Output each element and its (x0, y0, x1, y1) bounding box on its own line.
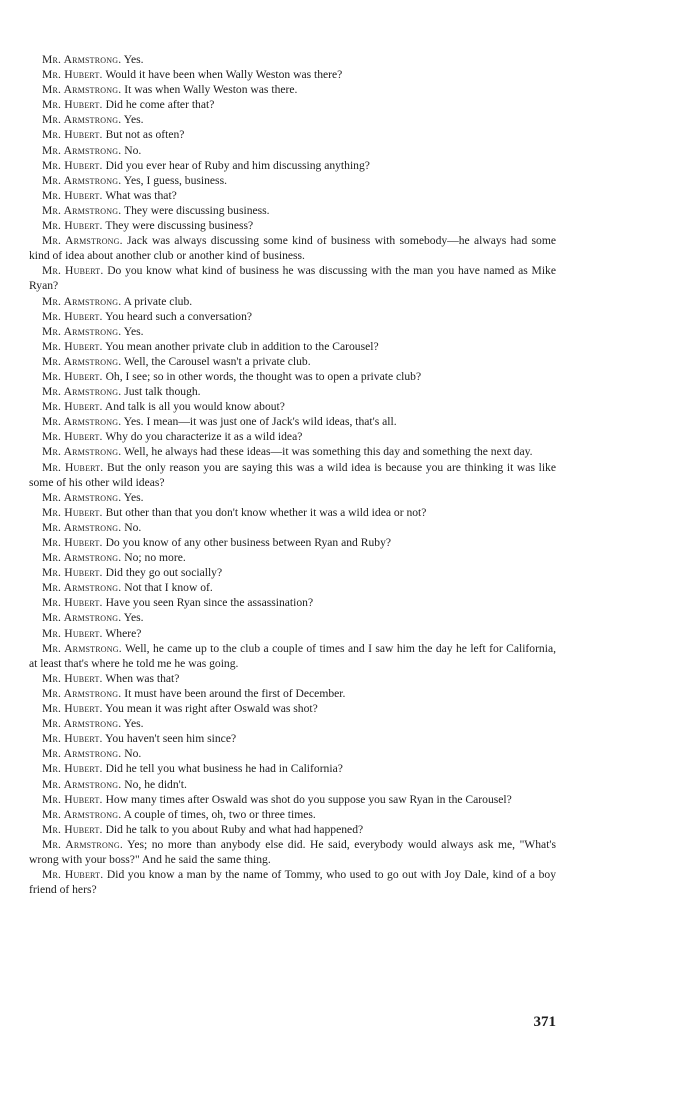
transcript-paragraph (29, 309, 556, 324)
utterance-text: But the only reason you are saying this was a wild idea is because you are thinking it was like some of his other wild ideas? (29, 460, 556, 489)
transcript-paragraph (29, 822, 556, 837)
transcript-paragraph (29, 414, 556, 429)
speaker-name: Mr. Armstrong. (42, 717, 122, 731)
transcript-paragraph (29, 143, 556, 158)
utterance-text: Well, the Carousel wasn't a private club. (124, 354, 311, 368)
speaker-name: Mr. Hubert. (42, 339, 103, 353)
speaker-name: Mr. Armstrong. (42, 520, 122, 534)
speaker-name: Mr. Armstrong. (42, 445, 122, 459)
utterance-text: No, he didn't. (124, 777, 187, 791)
transcript-paragraph (29, 746, 556, 761)
transcript-paragraph (29, 233, 556, 263)
utterance-text: Jack was always discussing some kind of business with somebody—he always had some kind of idea about another club or another kind of business. (29, 234, 557, 263)
speaker-name: Mr. Armstrong. (42, 83, 122, 97)
speaker-name: Mr. Hubert. (42, 430, 103, 444)
utterance-text: You mean it was right after Oswald was shot? (105, 702, 318, 716)
speaker-name: Mr. Armstrong. (42, 807, 122, 821)
speaker-name: Mr. Armstrong. (42, 415, 122, 429)
transcript-paragraph (29, 520, 556, 535)
page-number: 371 (533, 1014, 556, 1030)
speaker-name: Mr. Armstrong. (42, 173, 122, 187)
speaker-name: Mr. Armstrong. (42, 686, 122, 700)
transcript-paragraph (29, 354, 556, 369)
utterance-text: They were discussing business. (124, 203, 270, 217)
utterance-text: What was that? (105, 188, 177, 202)
speaker-name: Mr. Hubert. (42, 762, 103, 776)
transcript-body (29, 52, 556, 897)
utterance-text: You heard such a conversation? (105, 309, 253, 323)
transcript-paragraph (29, 399, 556, 414)
transcript-paragraph (29, 807, 556, 822)
utterance-text: Yes. I mean—it was just one of Jack's wild ideas, that's all. (123, 415, 397, 429)
transcript-paragraph (29, 777, 556, 792)
speaker-name: Mr. Hubert. (42, 188, 103, 202)
utterance-text: Did they go out socially? (105, 566, 223, 580)
transcript-paragraph (29, 837, 556, 867)
transcript-paragraph (29, 203, 556, 218)
speaker-name: Mr. Hubert. (42, 460, 104, 474)
speaker-name: Mr. Armstrong. (42, 324, 122, 338)
speaker-name: Mr. Armstrong. (42, 777, 122, 791)
transcript-paragraph (29, 188, 556, 203)
speaker-name: Mr. Hubert. (42, 264, 104, 278)
transcript-paragraph (29, 263, 556, 293)
speaker-name: Mr. Hubert. (42, 505, 103, 519)
transcript-paragraph (29, 610, 556, 625)
transcript-paragraph (29, 595, 556, 610)
speaker-name: Mr. Hubert. (42, 219, 103, 233)
utterance-text: Yes. (123, 324, 144, 338)
speaker-name: Mr. Hubert. (42, 566, 103, 580)
transcript-paragraph (29, 97, 556, 112)
transcript-paragraph (29, 731, 556, 746)
transcript-paragraph (29, 505, 556, 520)
utterance-text: Just talk though. (124, 385, 201, 399)
speaker-name: Mr. Hubert. (42, 400, 103, 414)
utterance-text: Why do you characterize it as a wild idea? (105, 430, 303, 444)
utterance-text: No. (124, 747, 142, 761)
speaker-name: Mr. Hubert. (42, 309, 103, 323)
speaker-name: Mr. Hubert. (42, 626, 103, 640)
speaker-name: Mr. Hubert. (42, 822, 103, 836)
utterance-text: Did he tell you what business he had in California? (105, 762, 343, 776)
speaker-name: Mr. Hubert. (42, 98, 103, 112)
transcript-paragraph (29, 339, 556, 354)
transcript-paragraph (29, 580, 556, 595)
transcript-paragraph (29, 324, 556, 339)
utterance-text: When was that? (105, 671, 180, 685)
speaker-name: Mr. Hubert. (42, 596, 103, 610)
transcript-paragraph (29, 112, 556, 127)
utterance-text: Well, he came up to the club a couple of times and I saw him the day he left for California, at least that's where he told me he was going. (29, 641, 556, 670)
transcript-paragraph (29, 294, 556, 309)
transcript-page (29, 52, 556, 897)
speaker-name: Mr. Armstrong. (42, 551, 122, 565)
speaker-name: Mr. Armstrong. (42, 837, 123, 851)
speaker-name: Mr. Hubert. (42, 792, 103, 806)
transcript-paragraph (29, 52, 556, 67)
utterance-text: Yes. (123, 113, 144, 127)
transcript-paragraph (29, 127, 556, 142)
speaker-name: Mr. Hubert. (42, 369, 103, 383)
utterance-text: Not that I know of. (124, 581, 213, 595)
transcript-paragraph (29, 444, 556, 459)
utterance-text: It must have been around the first of December. (124, 686, 346, 700)
utterance-text: Yes. (123, 611, 144, 625)
transcript-paragraph (29, 384, 556, 399)
speaker-name: Mr. Hubert. (42, 702, 103, 716)
transcript-paragraph (29, 867, 556, 897)
transcript-paragraph (29, 792, 556, 807)
utterance-text: Where? (105, 626, 142, 640)
utterance-text: Do you know what kind of business he was discussing with the man you have named as Mike Ryan? (29, 264, 556, 293)
utterance-text: Did he come after that? (105, 98, 215, 112)
speaker-name: Mr. Armstrong. (42, 203, 122, 217)
utterance-text: A private club. (123, 294, 193, 308)
utterance-text: You haven't seen him since? (105, 732, 237, 746)
transcript-paragraph (29, 626, 556, 641)
speaker-name: Mr. Hubert. (42, 536, 103, 549)
utterance-text: Did you know a man by the name of Tommy, who used to go out with Joy Dale, kind of a boy friend of hers? (29, 868, 556, 897)
speaker-name: Mr. Armstrong. (42, 354, 122, 368)
utterance-text: How many times after Oswald was shot do you suppose you saw Ryan in the Carousel? (105, 792, 512, 806)
transcript-paragraph (29, 67, 556, 82)
speaker-name: Mr. Armstrong. (42, 641, 122, 655)
utterance-text: It was when Wally Weston was there. (124, 83, 298, 97)
utterance-text: They were discussing business? (105, 219, 254, 233)
utterance-text: Have you seen Ryan since the assassination? (105, 596, 314, 610)
transcript-paragraph (29, 158, 556, 173)
transcript-paragraph (29, 761, 556, 776)
transcript-paragraph (29, 686, 556, 701)
transcript-paragraph (29, 550, 556, 565)
transcript-paragraph (29, 535, 556, 550)
transcript-paragraph (29, 429, 556, 444)
utterance-text: Oh, I see; so in other words, the thought was to open a private club? (105, 369, 422, 383)
utterance-text: Yes; no more than anybody else did. He said, everybody would always ask me, "What's wrong with your boss?" And he said the same thing. (29, 837, 557, 866)
speaker-name: Mr. Armstrong. (42, 294, 122, 308)
speaker-name: Mr. Hubert. (42, 128, 103, 142)
speaker-name: Mr. Hubert. (42, 68, 103, 82)
utterance-text: No. (124, 143, 142, 157)
utterance-text: Yes. (123, 490, 144, 504)
speaker-name: Mr. Armstrong. (42, 581, 122, 595)
speaker-name: Mr. Armstrong. (42, 53, 122, 66)
speaker-name: Mr. Armstrong. (42, 234, 123, 248)
utterance-text: Do you know of any other business between Ryan and Ruby? (105, 536, 392, 549)
transcript-paragraph (29, 565, 556, 580)
transcript-paragraph (29, 701, 556, 716)
speaker-name: Mr. Armstrong. (42, 490, 122, 504)
transcript-paragraph (29, 671, 556, 686)
speaker-name: Mr. Armstrong. (42, 385, 122, 399)
utterance-text: No. (124, 520, 142, 534)
utterance-text: Well, he always had these ideas—it was something this day and something the next day. (124, 445, 533, 459)
utterance-text: You mean another private club in addition to the Carousel? (105, 339, 379, 353)
transcript-paragraph (29, 82, 556, 97)
transcript-paragraph (29, 460, 556, 490)
utterance-text: And talk is all you would know about? (104, 400, 285, 414)
speaker-name: Mr. Armstrong. (42, 143, 122, 157)
utterance-text: Yes, I guess, business. (123, 173, 227, 187)
utterance-text: Yes. (123, 717, 144, 731)
utterance-text: No; no more. (124, 551, 186, 565)
speaker-name: Mr. Armstrong. (42, 611, 122, 625)
transcript-paragraph (29, 369, 556, 384)
utterance-text: Yes. (123, 53, 144, 66)
speaker-name: Mr. Hubert. (42, 158, 103, 172)
transcript-paragraph (29, 173, 556, 188)
transcript-paragraph (29, 218, 556, 233)
transcript-paragraph (29, 490, 556, 505)
utterance-text: Would it have been when Wally Weston was there? (105, 68, 343, 82)
utterance-text: But not as often? (105, 128, 185, 142)
utterance-text: Did you ever hear of Ruby and him discussing anything? (105, 158, 370, 172)
utterance-text: A couple of times, oh, two or three times. (123, 807, 316, 821)
speaker-name: Mr. Hubert. (42, 671, 103, 685)
utterance-text: Did he talk to you about Ruby and what had happened? (105, 822, 364, 836)
transcript-paragraph (29, 716, 556, 731)
transcript-paragraph (29, 641, 556, 671)
utterance-text: But other than that you don't know whether it was a wild idea or not? (105, 505, 427, 519)
speaker-name: Mr. Hubert. (42, 732, 103, 746)
speaker-name: Mr. Hubert. (42, 868, 104, 882)
speaker-name: Mr. Armstrong. (42, 113, 122, 127)
speaker-name: Mr. Armstrong. (42, 747, 122, 761)
